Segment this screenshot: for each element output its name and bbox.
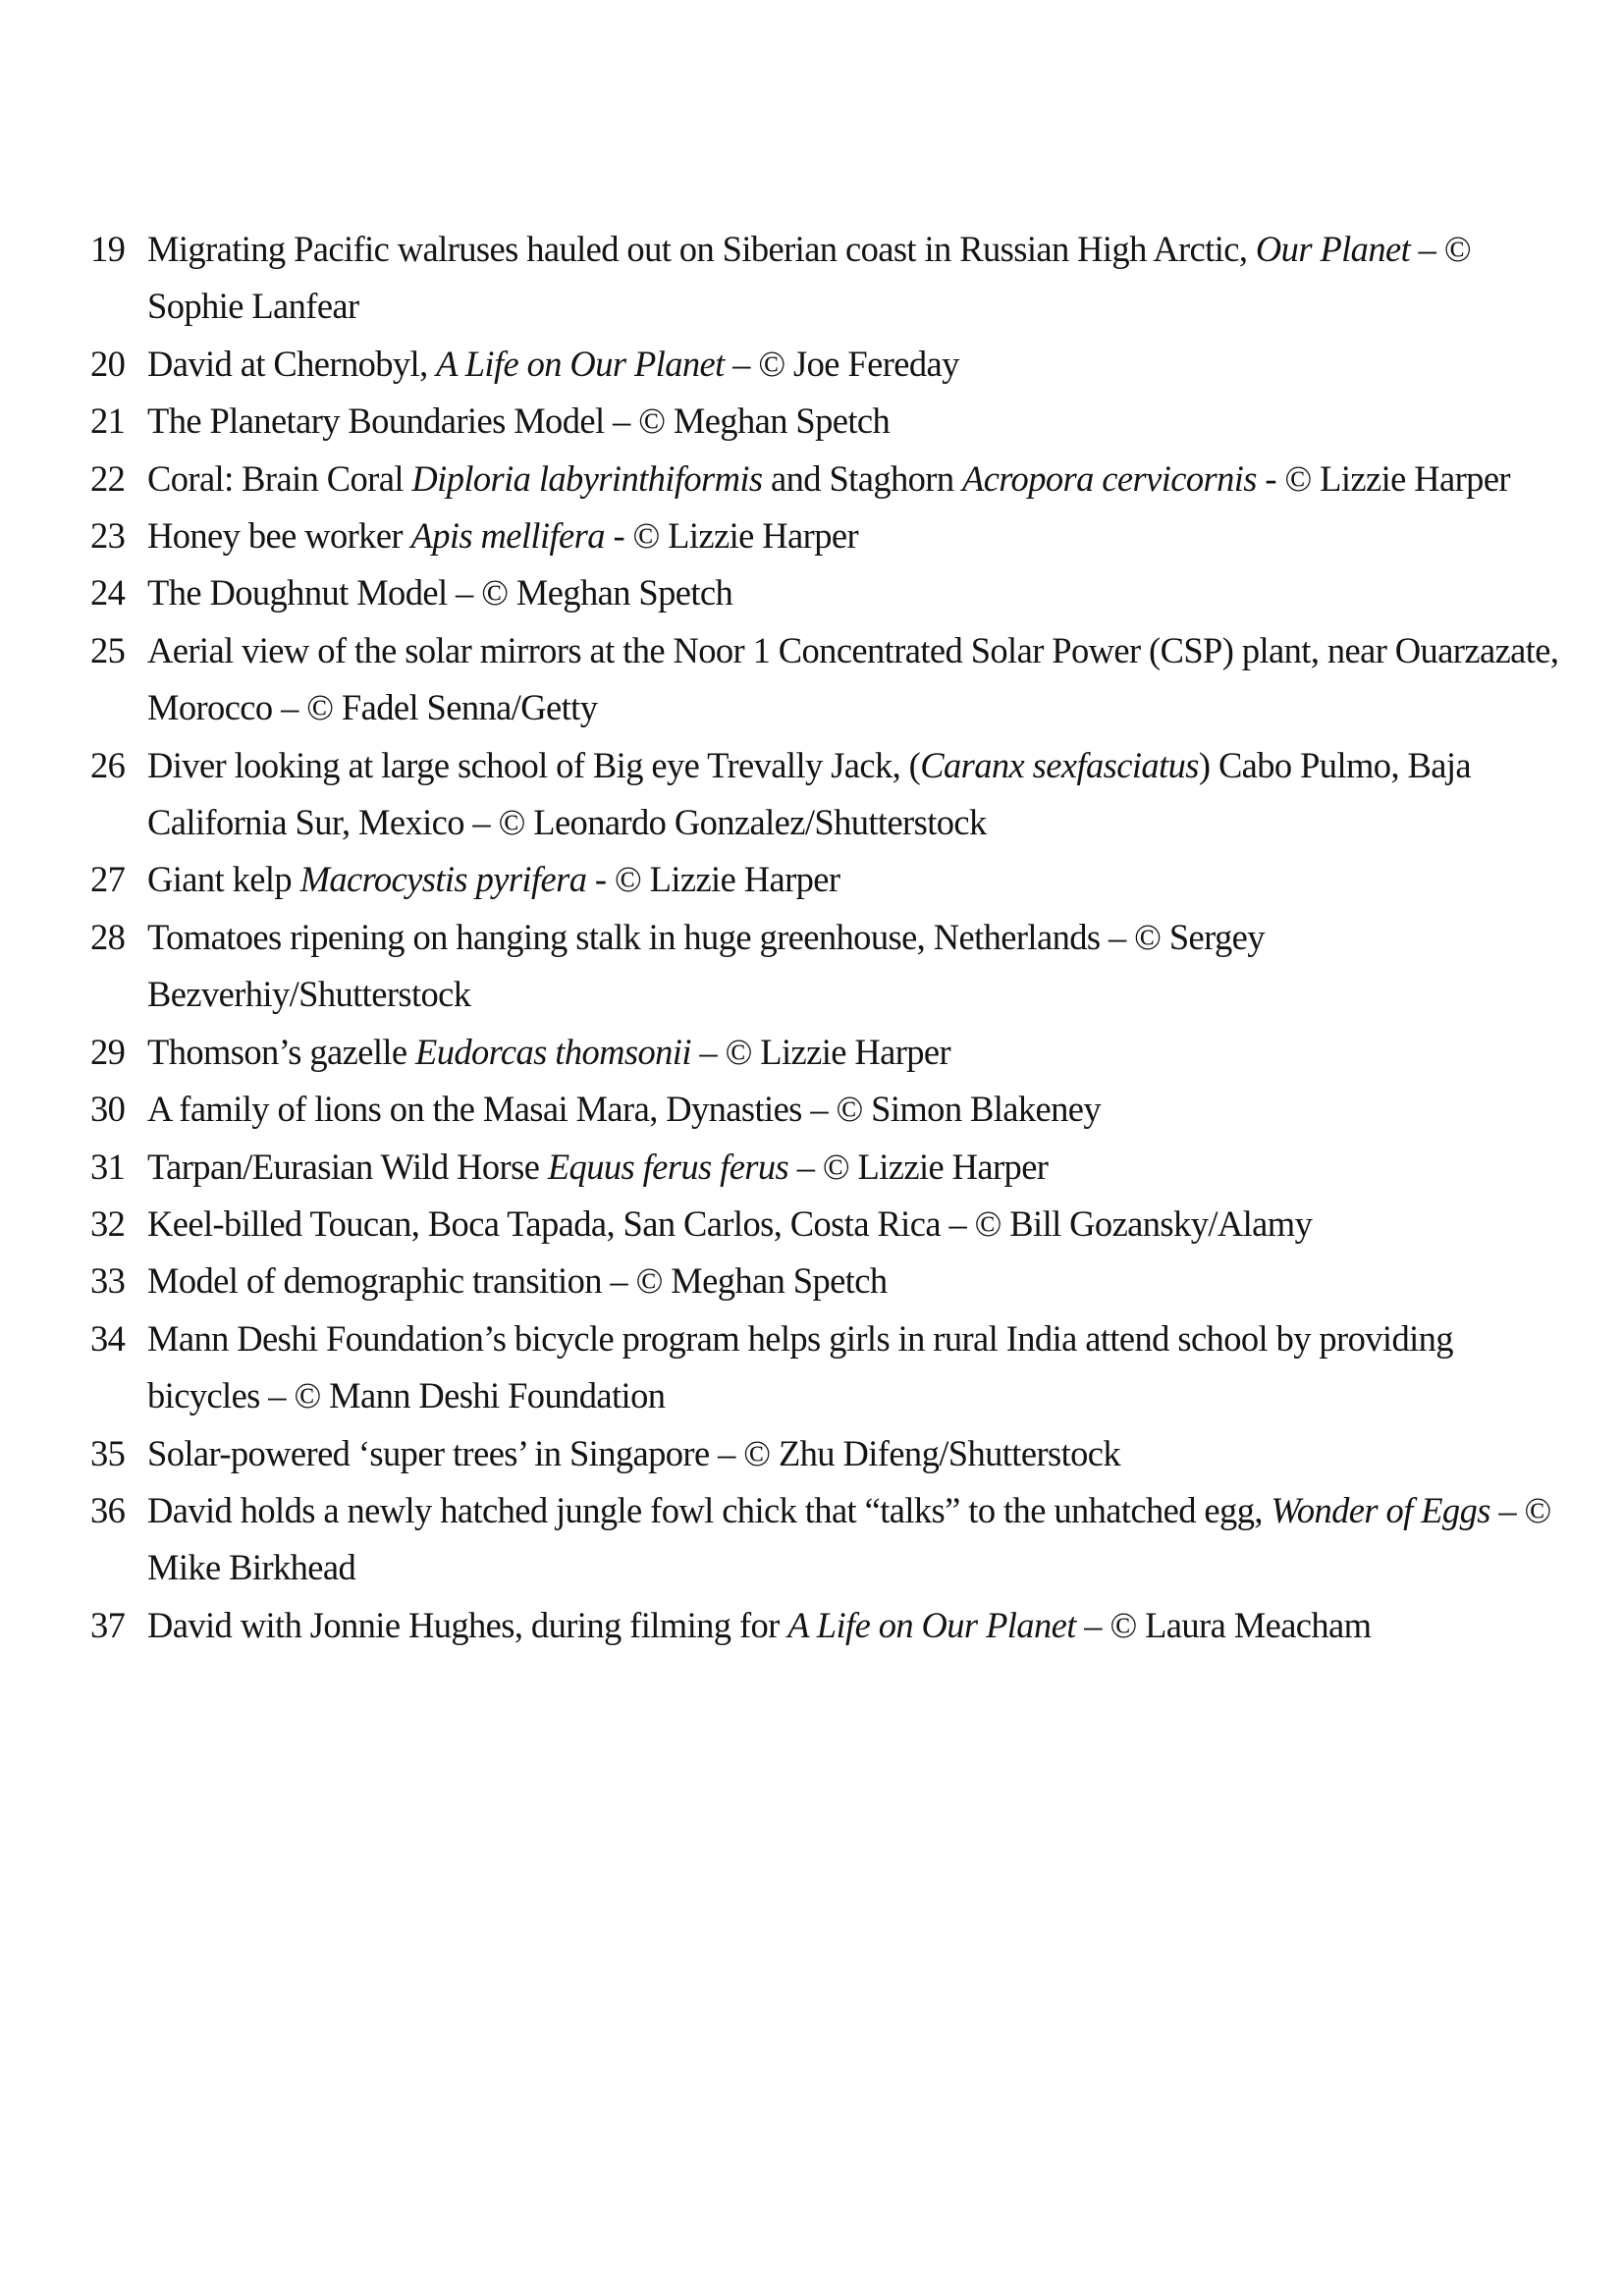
credit-text-segment: – © Sophie Lanfear <box>147 229 1471 327</box>
credit-text-segment: - © Lizzie Harper <box>1256 457 1510 499</box>
credit-item <box>90 622 1563 737</box>
credit-text <box>147 737 1563 852</box>
credit-text-segment: Keel-billed Toucan, Boca Tapada, San Carlos, Costa Rica – © Bill Gozansky/Alamy <box>147 1202 1313 1244</box>
credit-text-segment: Mann Deshi Foundation’s bicycle program helps girls in rural India attend school by providing bicycles – © Mann Deshi Foundation <box>147 1317 1453 1416</box>
credit-text-segment: Diver looking at large school of Big eye Trevally Jack, ( <box>147 744 921 785</box>
credit-text-segment: The Planetary Boundaries Model – © Meghan Spetch <box>147 400 891 442</box>
credit-text <box>147 393 1563 450</box>
credit-number: 30 <box>90 1089 126 1130</box>
credit-title-italic: A Life on Our Planet <box>436 343 725 384</box>
credit-number: 25 <box>90 629 126 670</box>
credit-text <box>147 1597 1563 1654</box>
picture-credits-list <box>90 221 1563 1654</box>
credit-text-segment: Solar-powered ‘super trees’ in Singapore – © Zhu Difeng/Shutterstock <box>147 1432 1121 1473</box>
credit-item <box>90 1196 1563 1253</box>
credit-text <box>147 1253 1563 1309</box>
credit-number: 26 <box>90 744 126 785</box>
credit-number: 22 <box>90 457 126 499</box>
credit-text-segment: Giant kelp <box>147 859 300 900</box>
credit-number: 19 <box>90 229 126 269</box>
credit-title-italic: Macrocystis pyrifera <box>299 859 587 900</box>
credit-text-segment: – © Laura Meacham <box>1075 1604 1372 1645</box>
credit-item <box>90 1024 1563 1081</box>
credit-text-segment: Tomatoes ripening on hanging stalk in huge greenhouse, Netherlands – © Sergey Bezverhiy/Shutterstock <box>147 916 1265 1015</box>
credit-text-segment: Thomson’s gazelle <box>147 1031 416 1072</box>
credit-text-segment: Coral: Brain Coral <box>147 457 412 499</box>
credit-title-italic: Acropora cervicornis <box>962 457 1257 499</box>
credit-title-italic: Caranx sexfasciatus <box>920 744 1199 785</box>
credit-item <box>90 393 1563 450</box>
credit-text-segment: ) Cabo Pulmo, Baja California Sur, Mexico – © Leonardo Gonzalez/Shutterstock <box>147 744 1471 843</box>
credit-item <box>90 1310 1563 1425</box>
credit-text <box>147 1482 1563 1597</box>
credit-text <box>147 507 1563 564</box>
credit-text-segment: David with Jonnie Hughes, during filming for <box>147 1604 788 1645</box>
credit-text-segment: David holds a newly hatched jungle fowl chick that “talks” to the unhatched egg, <box>147 1489 1271 1530</box>
credit-item <box>90 1139 1563 1196</box>
credit-text <box>147 1081 1563 1138</box>
credit-text <box>147 622 1563 737</box>
credit-number: 28 <box>90 916 126 957</box>
credit-number: 24 <box>90 572 126 614</box>
credit-text-segment: A family of lions on the Masai Mara, Dynasties – © Simon Blakeney <box>147 1089 1102 1130</box>
credit-text <box>147 851 1563 908</box>
credit-item <box>90 507 1563 564</box>
credit-number: 20 <box>90 343 126 384</box>
credit-item <box>90 851 1563 908</box>
credit-item <box>90 1253 1563 1309</box>
credit-text <box>147 1196 1563 1253</box>
credit-number: 36 <box>90 1489 126 1530</box>
credit-title-italic: Diploria labyrinthiformis <box>411 457 763 499</box>
credit-item <box>90 451 1563 507</box>
credit-number: 35 <box>90 1432 126 1473</box>
credit-text-segment: Honey bee worker <box>147 515 411 557</box>
credit-text <box>147 564 1563 621</box>
credit-text-segment: Migrating Pacific walruses hauled out on Siberian coast in Russian High Arctic, <box>147 229 1256 269</box>
credit-item <box>90 1482 1563 1597</box>
credit-text-segment: The Doughnut Model – © Meghan Spetch <box>147 572 733 614</box>
credit-text-segment: – © Joe Fereday <box>724 343 959 384</box>
credit-item <box>90 909 1563 1024</box>
credit-text <box>147 1425 1563 1482</box>
credit-text-segment: Tarpan/Eurasian Wild Horse <box>147 1146 548 1187</box>
credit-number: 21 <box>90 400 126 442</box>
credit-text-segment: – © Lizzie Harper <box>690 1031 951 1072</box>
credit-text-segment: David at Chernobyl, <box>147 343 437 384</box>
credit-title-italic: A Life on Our Planet <box>787 1604 1076 1645</box>
credit-text-segment: - © Lizzie Harper <box>586 859 840 900</box>
credit-text-segment: and Staghorn <box>762 457 963 499</box>
credit-number: 31 <box>90 1146 126 1187</box>
credit-item <box>90 564 1563 621</box>
credit-title-italic: Wonder of Eggs <box>1271 1489 1490 1530</box>
credit-number: 32 <box>90 1202 126 1244</box>
credit-item <box>90 1081 1563 1138</box>
credit-text-segment: - © Lizzie Harper <box>604 515 859 557</box>
credit-text <box>147 909 1563 1024</box>
credit-number: 29 <box>90 1031 126 1072</box>
credit-text <box>147 1310 1563 1425</box>
credit-number: 27 <box>90 859 126 900</box>
credit-title-italic: Equus ferus ferus <box>547 1146 789 1187</box>
credit-title-italic: Our Planet <box>1255 229 1411 269</box>
credit-number: 23 <box>90 515 126 557</box>
credit-text <box>147 1024 1563 1081</box>
credit-text-segment: – © Lizzie Harper <box>788 1146 1049 1187</box>
credit-item <box>90 221 1563 336</box>
credit-text-segment: Aerial view of the solar mirrors at the Noor 1 Concentrated Solar Power (CSP) plant, near Ouarzazate, Morocco – © Fadel Senna/Getty <box>147 629 1559 728</box>
credit-text <box>147 221 1563 336</box>
credit-title-italic: Apis mellifera <box>410 515 605 557</box>
credit-item <box>90 336 1563 393</box>
credit-title-italic: Eudorcas thomsonii <box>415 1031 691 1072</box>
credit-item <box>90 737 1563 852</box>
credit-item <box>90 1425 1563 1482</box>
credit-text <box>147 451 1563 507</box>
credit-text-segment: Model of demographic transition – © Meghan Spetch <box>147 1260 888 1302</box>
credit-text-segment: – © Mike Birkhead <box>147 1489 1551 1588</box>
credit-text <box>147 336 1563 393</box>
credit-number: 34 <box>90 1317 126 1359</box>
credit-item <box>90 1597 1563 1654</box>
credit-number: 37 <box>90 1604 126 1645</box>
credit-text <box>147 1139 1563 1196</box>
credit-number: 33 <box>90 1260 126 1302</box>
